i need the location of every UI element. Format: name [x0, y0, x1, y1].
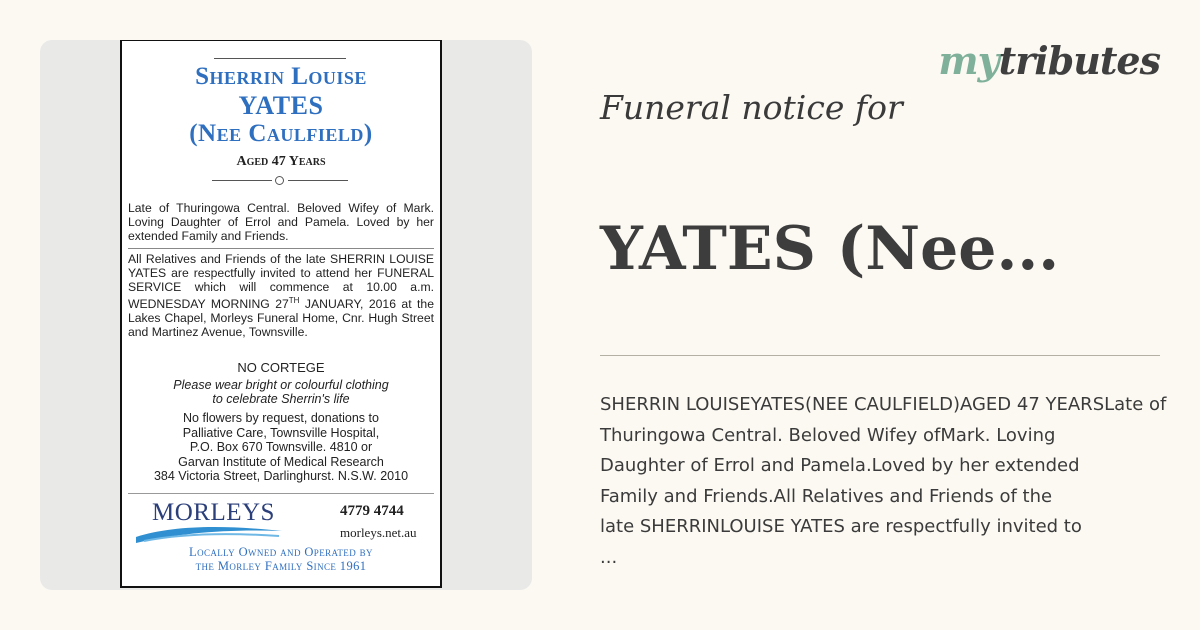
- ornament-divider: [212, 176, 348, 186]
- deceased-name-title: YATES (Nee...: [600, 214, 1060, 284]
- morleys-logo: MORLEYS: [152, 499, 275, 526]
- notice-age: Aged 47 Years: [236, 154, 326, 169]
- funeral-home-phone: 4779 4744: [340, 503, 404, 519]
- funeral-home-tagline: Locally Owned and Operated by the Morley Family Since 1961: [189, 545, 373, 573]
- notice-name-surname: YATES: [238, 91, 324, 120]
- notice-name-first: Sherrin Louise: [195, 63, 367, 90]
- divider: [600, 355, 1160, 356]
- page-heading: Funeral notice for: [600, 88, 903, 127]
- notice-clothing-request: Please wear bright or colourful clothing to celebrate Sherrin's life: [173, 378, 389, 406]
- top-rule: [214, 58, 346, 59]
- notice-footer-separator: [128, 493, 434, 494]
- notice-separator: [128, 248, 434, 249]
- notice-paper: [120, 40, 442, 588]
- notice-excerpt: SHERRIN LOUISEYATES(NEE CAULFIELD)AGED 47 YEARSLate of Thuringowa Central. Beloved Wifey ofMark. Loving Daughter of Errol and Pamela.Loved by her extended Family and Friends.All Relatives and Friends of the late SHERRINLOUISE YATES are respectfully invited to ...: [600, 394, 1167, 568]
- notice-paragraph-family: Late of Thuringowa Central. Beloved Wifey of Mark. Loving Daughter of Errol and Pamela. Loved by her extended Family and Friends.: [128, 201, 434, 243]
- funeral-home-website: morleys.net.au: [340, 525, 417, 540]
- morleys-wave-icon: [134, 523, 284, 545]
- notice-donations: No flowers by request, donations to Palliative Care, Townsville Hospital, P.O. Box 670 Townsville. 4810 or Garvan Institute of Medical Research 384 Victoria Street, Darlinghurst. N.S.W. 2010: [153, 411, 409, 484]
- mytributes-logo[interactable]: mytributes: [938, 38, 1160, 83]
- notice-name-maiden: (Nee Caulfield): [189, 120, 373, 147]
- funeral-notice-image: [40, 40, 532, 590]
- notice-cortege: NO CORTEGE: [237, 360, 325, 375]
- notice-paragraph-service: All Relatives and Friends of the late SHERRIN LOUISE YATES are respectfully invited to attend her FUNERAL SERVICE which will commence at 10.00 a.m. WEDNESDAY MORNING 27TH JANUARY, 2016 at the Lakes Chapel, Morleys Funeral Home, Cnr. Hugh Street and Martinez Avenue, Townsville.: [128, 252, 434, 340]
